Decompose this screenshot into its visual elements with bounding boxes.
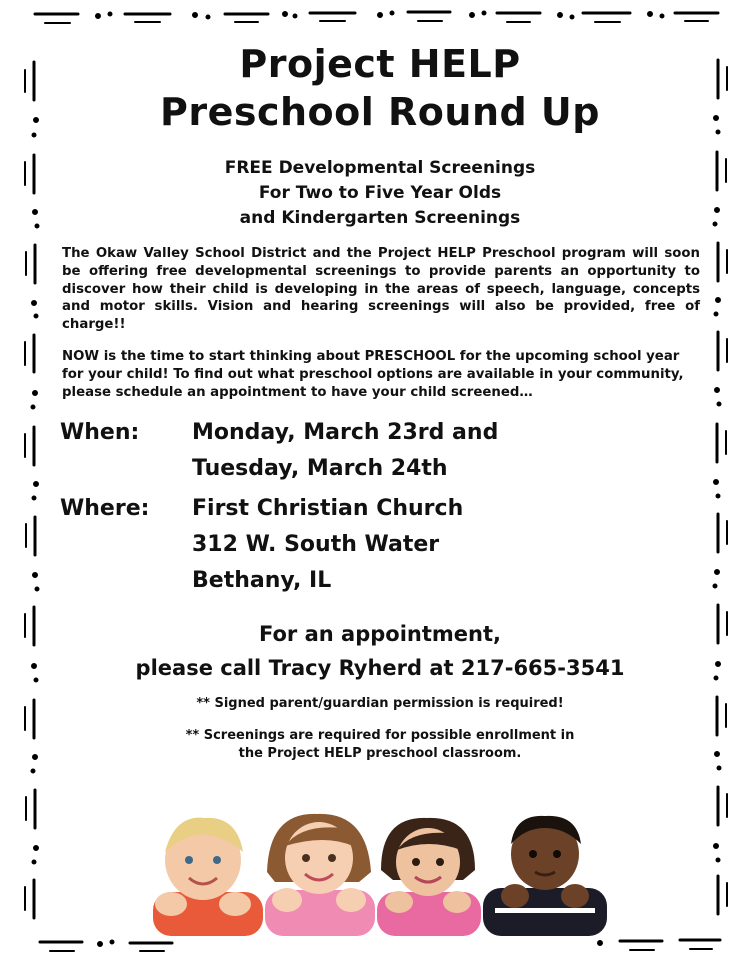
kids-photo	[145, 812, 615, 940]
call-to-action-paragraph: NOW is the time to start thinking about PRESCHOOL for the upcoming school year for your child! To find out what preschool options are available in your community, please schedule an appointment to have your child screened…	[62, 348, 684, 400]
where-line-1: First Christian Church	[192, 496, 464, 522]
where-value	[192, 491, 700, 599]
child-2-figure	[265, 814, 375, 936]
title-line-1: Project HELP	[239, 42, 521, 86]
where-row	[60, 491, 700, 599]
when-line-1: Monday, March 23rd and	[192, 420, 499, 446]
flyer-subtitle	[60, 156, 700, 231]
where-label: Where:	[60, 496, 150, 522]
when-line-2: Tuesday, March 24th	[192, 456, 448, 482]
enrollment-note	[60, 727, 700, 763]
enrollment-note-line-1: ** Screenings are required for possible enrollment in	[185, 728, 575, 744]
when-value	[192, 415, 700, 487]
child-3-figure	[377, 818, 481, 936]
subtitle-line-1: FREE Developmental Screenings	[224, 158, 536, 178]
contact-info	[60, 617, 700, 685]
subtitle-line-2: For Two to Five Year Olds	[258, 183, 502, 203]
subtitle-line-3: and Kindergarten Screenings	[239, 208, 521, 228]
where-line-2: 312 W. South Water	[192, 532, 440, 558]
when-label: When:	[60, 420, 140, 446]
child-1-figure	[153, 818, 263, 936]
event-details	[60, 415, 700, 599]
where-line-3: Bethany, IL	[192, 568, 332, 594]
title-line-2: Preschool Round Up	[160, 90, 600, 134]
intro-paragraph: The Okaw Valley School District and the Project HELP Preschool program will soon be offering free developmental screenings to provide parents an opportunity to discover how their child is developing in the areas of speech, language, concepts and motor skills. Vision and hearing screenings will also be provided, free of charge!!	[62, 246, 700, 333]
when-row	[60, 415, 700, 487]
permission-note: ** Signed parent/guardian permission is required!	[196, 696, 564, 712]
contact-line-2: please call Tracy Ryherd at 217-665-3541	[135, 656, 625, 681]
enrollment-note-line-2: the Project HELP preschool classroom.	[238, 746, 522, 762]
contact-line-1: For an appointment,	[259, 622, 501, 647]
child-4-figure	[483, 816, 607, 936]
flyer-title	[60, 40, 700, 136]
flyer-content	[60, 40, 700, 763]
